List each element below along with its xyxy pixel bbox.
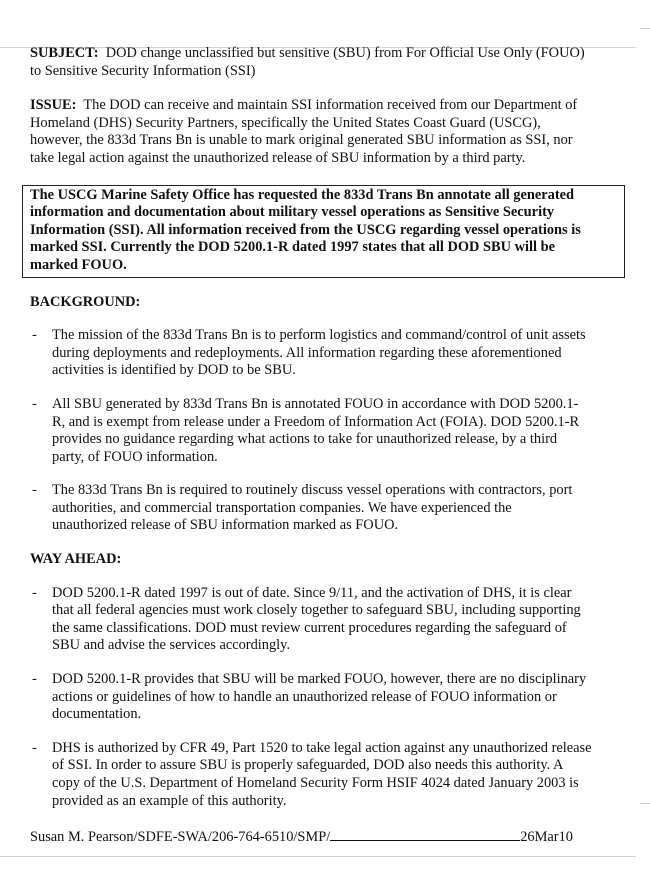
text-line: provides no guidance regarding what actions to take for unauthorized release, by a third	[52, 431, 558, 448]
text-line: party, of FOUO information.	[52, 448, 218, 465]
signature-line	[330, 826, 520, 841]
issue-paragraph	[30, 97, 620, 167]
text-line: DOD 5200.1-R provides that SBU will be marked FOUO, however, there are no disciplinary	[52, 671, 587, 688]
issue-label: ISSUE:	[30, 97, 77, 114]
page-edge-mark	[640, 28, 650, 29]
list-item	[30, 396, 620, 466]
text-line: documentation.	[52, 706, 142, 723]
text-line: The 833d Trans Bn is required to routinely discuss vessel operations with contractors, port	[52, 482, 573, 499]
text-line: The mission of the 833d Trans Bn is to perform logistics and command/control of unit assets	[52, 327, 586, 344]
list-item	[30, 740, 620, 810]
text-line: DOD change unclassified but sensitive (SBU) from For Official Use Only (FOUO)	[105, 45, 585, 61]
text-line: marked SSI. Currently the DOD 5200.1-R dated 1997 states that all DOD SBU will be	[30, 239, 555, 256]
bullet-dash: -	[32, 739, 37, 756]
bullet-dash: -	[32, 327, 37, 344]
list-item	[30, 482, 620, 535]
text-line: of SSI. In order to assure SBU is properly safeguarded, DOD also needs this authority. A	[52, 757, 564, 774]
text-line: authorities, and commercial transportation companies. We have experienced the	[52, 499, 512, 516]
text-line: R, and is exempt from release under a Freedom of Information Act (FOIA). DOD 5200.1-R	[52, 413, 580, 430]
page-bottom-edge	[0, 856, 636, 857]
background-heading: BACKGROUND:	[30, 293, 141, 310]
text-line: however, the 833d Trans Bn is unable to mark original generated SBU information as SSI, nor	[30, 132, 573, 149]
bullet-dash: -	[32, 584, 37, 601]
text-line: unauthorized release of SBU information marked as FOUO.	[52, 517, 399, 534]
footer-line	[30, 826, 620, 847]
way-ahead-heading: WAY AHEAD:	[30, 551, 122, 568]
subject-label: SUBJECT:	[30, 45, 99, 61]
date: 26Mar10	[520, 829, 573, 846]
highlight-box	[22, 185, 625, 278]
text-line: The USCG Marine Safety Office has requested the 833d Trans Bn annotate all generated	[30, 186, 575, 203]
text-line: the same classifications. DOD must review current procedures regarding the safeguard of	[52, 619, 567, 636]
text-line: DHS is authorized by CFR 49, Part 1520 to take legal action against any unauthorized release	[52, 739, 592, 756]
document-page[interactable]	[30, 45, 620, 847]
list-item	[30, 327, 620, 380]
text-line: All SBU generated by 833d Trans Bn is annotated FOUO in accordance with DOD 5200.1-	[52, 395, 579, 412]
way-ahead-list	[30, 585, 620, 811]
text-line: to Sensitive Security Information (SSI)	[30, 62, 256, 79]
text-line: The DOD can receive and maintain SSI information received from our Department of	[83, 97, 578, 114]
author-line: Susan M. Pearson/SDFE-SWA/206-764-6510/SMP/	[30, 829, 331, 846]
bullet-dash: -	[32, 395, 37, 412]
text-line: information and documentation about military vessel operations as Sensitive Security	[30, 204, 555, 221]
bullet-dash: -	[32, 671, 37, 688]
text-line: Homeland (DHS) Security Partners, specifically the United States Coast Guard (USCG),	[30, 114, 541, 131]
subject-paragraph	[30, 45, 620, 80]
text-line: activities is identified by DOD to be SBU.	[52, 362, 296, 379]
text-line: copy of the U.S. Department of Homeland Security Form HSIF 4024 dated January 2003 is	[52, 775, 579, 791]
bullet-dash: -	[32, 482, 37, 499]
text-line: that all federal agencies must work closely together to safeguard SBU, including supporting	[52, 602, 581, 619]
page-edge-mark	[640, 803, 650, 804]
text-line: Information (SSI). All information received from the USCG regarding vessel operations is	[30, 221, 581, 238]
background-list	[30, 327, 620, 535]
text-line: during deployments and redeployments. All information regarding these aforementioned	[52, 344, 562, 361]
text-line: take legal action against the unauthorized release of SBU information by a third party.	[30, 149, 526, 166]
list-item	[30, 585, 620, 655]
text-line: actions or guidelines of how to handle an unauthorized release of FOUO information or	[52, 688, 557, 705]
list-item	[30, 671, 620, 724]
text-line: SBU and advise the services accordingly.	[52, 637, 291, 654]
text-line: provided as an example of this authority.	[52, 792, 287, 809]
text-line: DOD 5200.1-R dated 1997 is out of date. Since 9/11, and the activation of DHS, it is clear	[52, 584, 572, 601]
text-line: marked FOUO.	[30, 256, 127, 273]
